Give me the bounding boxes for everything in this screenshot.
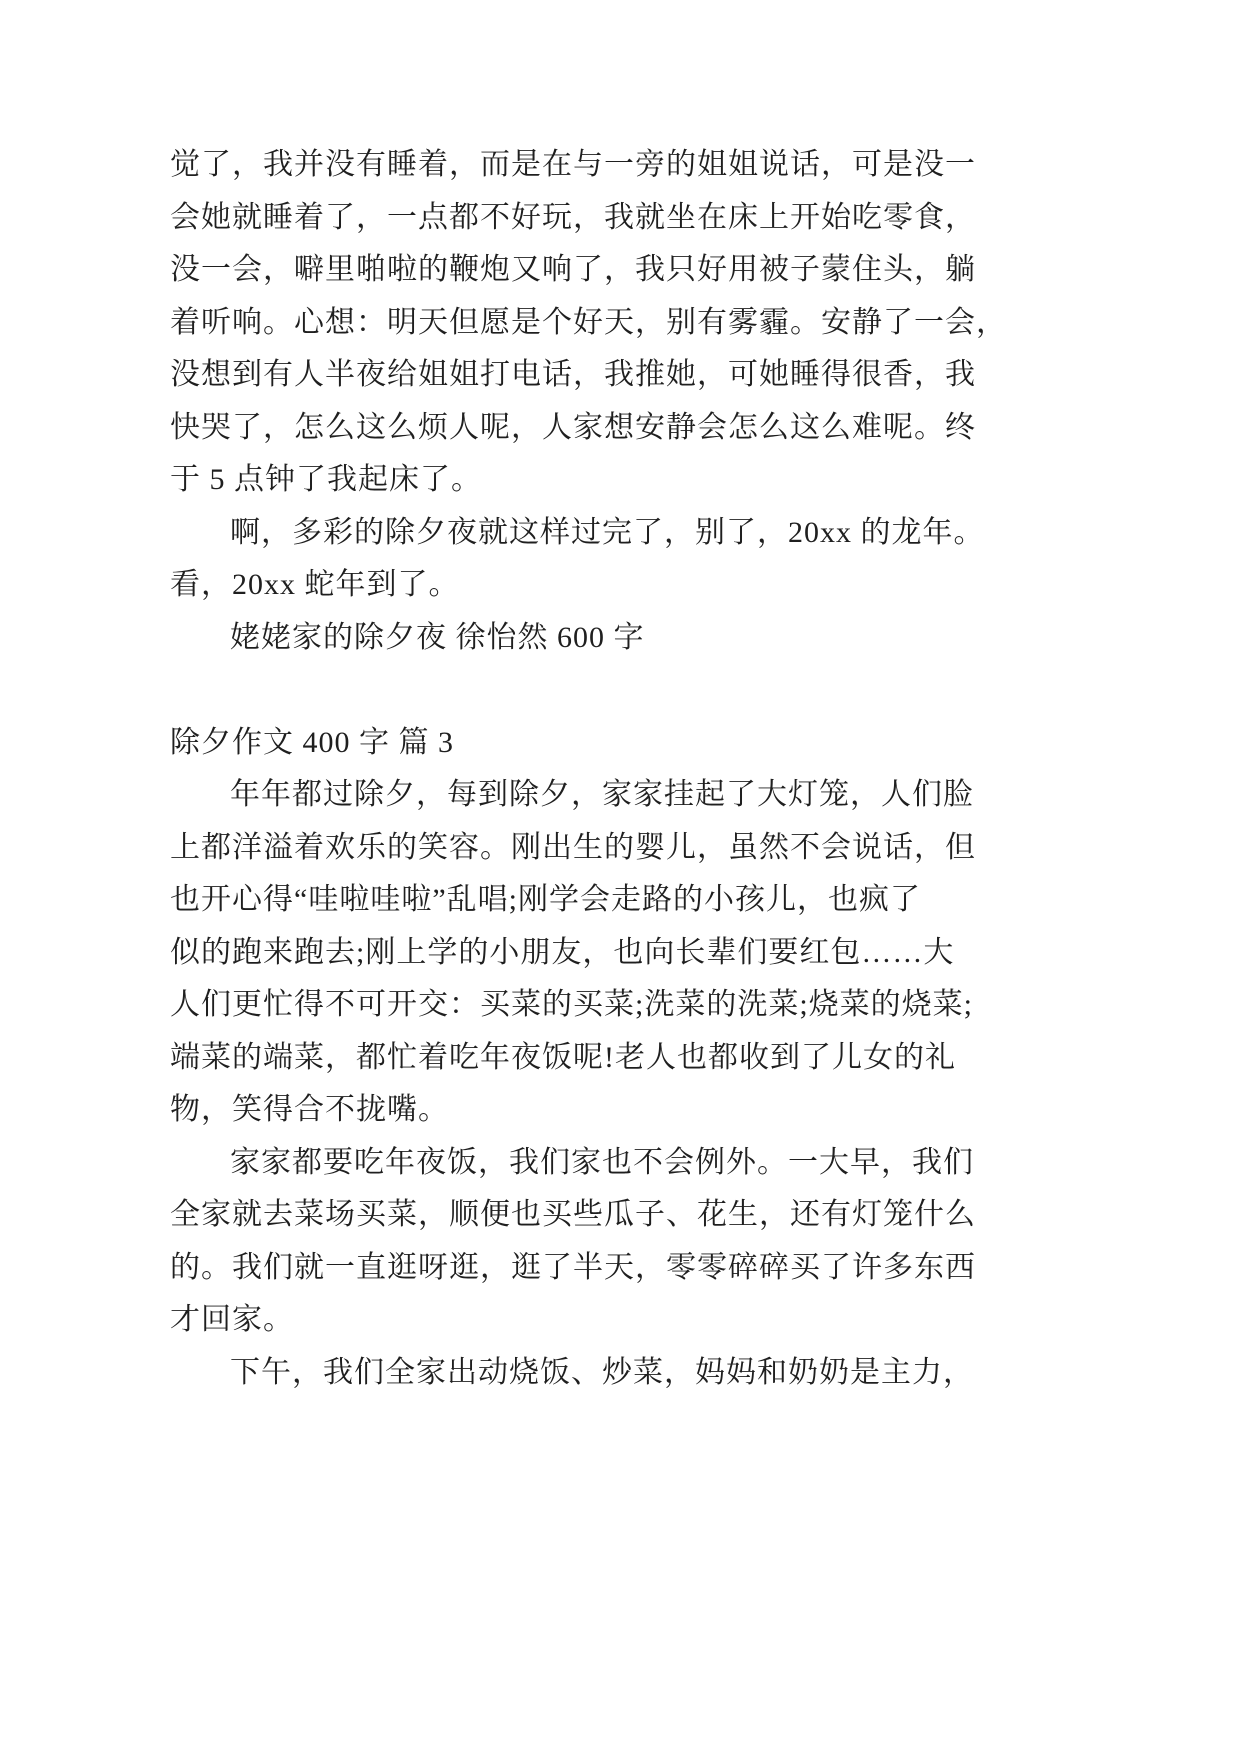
text-line: 物，笑得合不拢嘴。	[170, 1093, 449, 1126]
text-line: 没一会，噼里啪啦的鞭炮又响了，我只好用被子蒙住头，躺	[170, 253, 976, 286]
text-line: 看，20xx 蛇年到了。	[170, 568, 460, 601]
text-line: 也开心得“哇啦哇啦”乱唱;刚学会走路的小孩儿，也疯了	[170, 883, 921, 916]
paragraph	[170, 1347, 1070, 1400]
text-line: 觉了，我并没有睡着，而是在与一旁的姐姐说话，可是没一	[170, 148, 976, 181]
text-line: 端菜的端菜，都忙着吃年夜饭呢!老人也都收到了儿女的礼	[170, 1040, 956, 1074]
text-line: 的。我们就一直逛呀逛，逛了半天，零零碎碎买了许多东西	[170, 1250, 976, 1284]
text-line: 似的跑来跑去;刚上学的小朋友，也向长辈们要红包……大	[170, 935, 955, 969]
blank-line	[170, 664, 1070, 717]
text-line: 全家就去菜场买菜，顺便也买些瓜子、花生，还有灯笼什么	[170, 1198, 976, 1231]
text-line: 没想到有人半夜给姐姐打电话，我推她，可她睡得很香，我	[170, 358, 976, 391]
text-line: 着听响。心想：明天但愿是个好天，别有雾霾。安静了一会，	[170, 305, 1007, 339]
text-line: 快哭了，怎么这么烦人呢，人家想安静会怎么这么难呢。终	[170, 410, 976, 444]
paragraph	[170, 1137, 1070, 1347]
text-line: 啊，多彩的除夕夜就这样过完了，别了，20xx 的龙年。	[230, 515, 985, 549]
text-line: 上都洋溢着欢乐的笑容。刚出生的婴儿，虽然不会说话，但	[170, 830, 976, 864]
text-line: 下午，我们全家出动烧饭、炒菜，妈妈和奶奶是主力，	[230, 1355, 974, 1389]
text-line: 家家都要吃年夜饭，我们家也不会例外。一大早，我们	[230, 1145, 974, 1179]
text-line: 会她就睡着了，一点都不好玩，我就坐在床上开始吃零食，	[170, 200, 976, 234]
byline: 姥姥家的除夕夜 徐怡然 600 字	[230, 620, 645, 654]
document-page	[170, 139, 1070, 1399]
text-line: 才回家。	[170, 1303, 294, 1336]
paragraph	[170, 769, 1070, 1137]
text-line: 于 5 点钟了我起床了。	[170, 463, 482, 496]
text-line: 人们更忙得不可开交：买菜的买菜;洗菜的洗菜;烧菜的烧菜;	[170, 988, 974, 1021]
paragraph	[170, 139, 1070, 507]
text-line: 年年都过除夕，每到除夕，家家挂起了大灯笼，人们脸	[230, 778, 974, 811]
paragraph	[170, 507, 1070, 612]
section-heading: 除夕作文 400 字 篇 3	[170, 725, 454, 759]
